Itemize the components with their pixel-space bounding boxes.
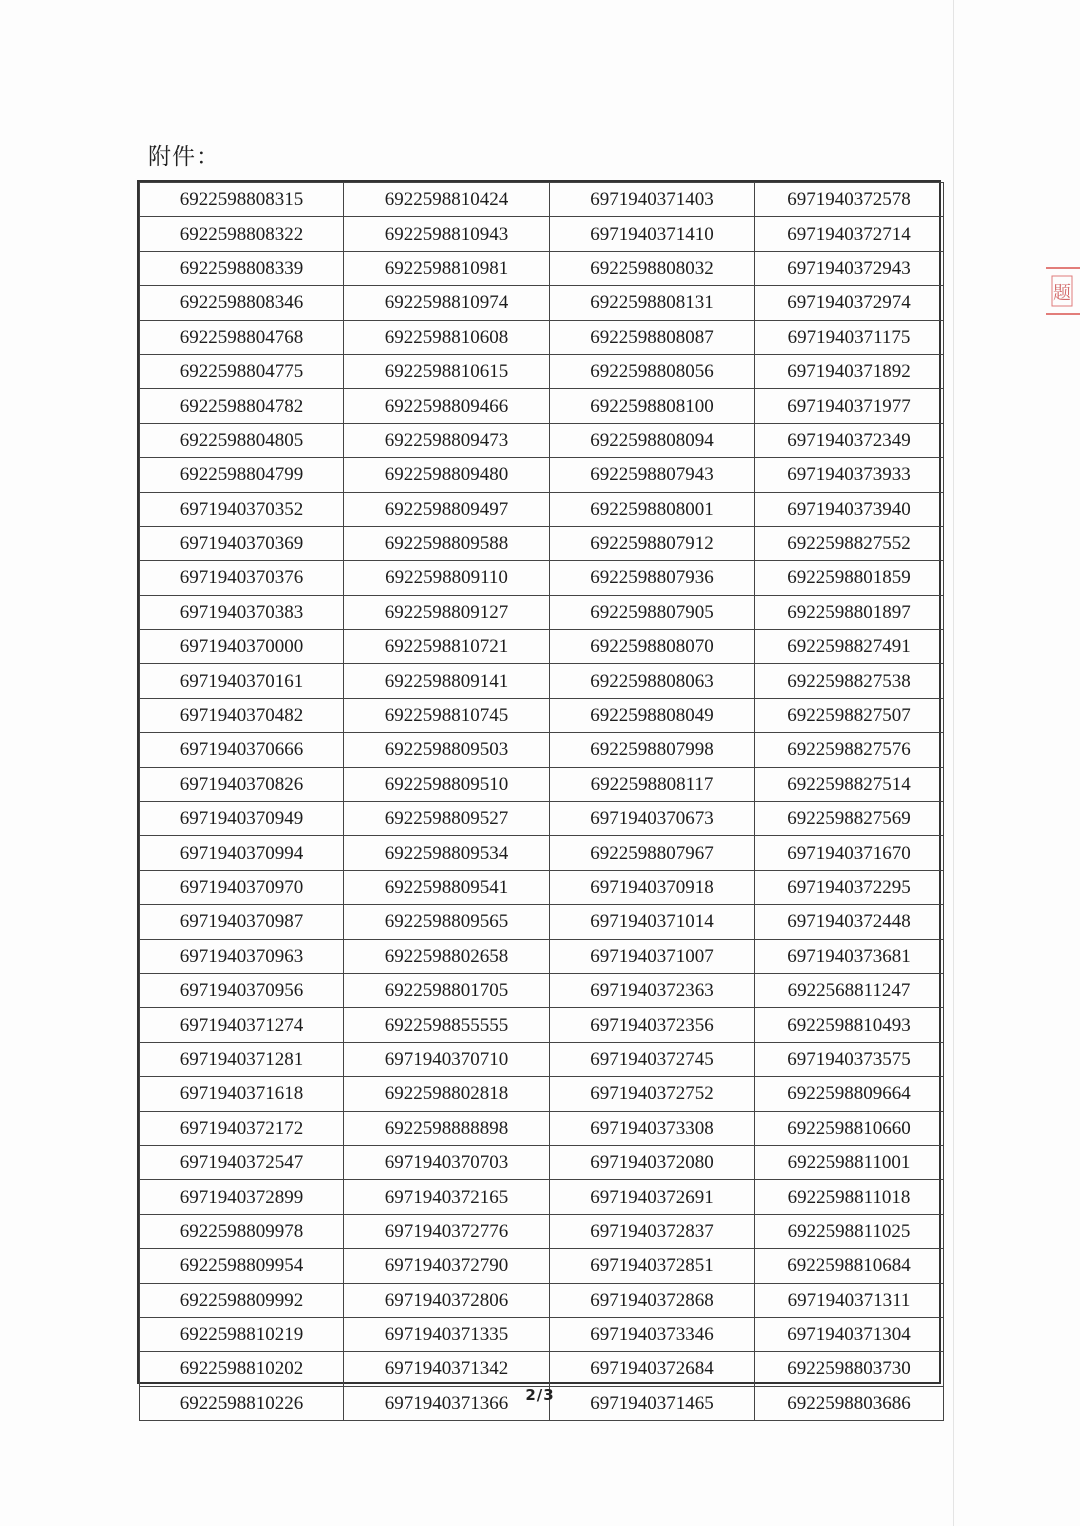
- barcode-cell: 6971940371311: [755, 1283, 944, 1317]
- barcode-cell: 6971940373346: [550, 1317, 755, 1351]
- table-row: [140, 1180, 944, 1214]
- barcode-cell: 6922598810615: [344, 354, 550, 388]
- barcode-cell: 6922598888898: [344, 1111, 550, 1145]
- barcode-cell: 6922598810424: [344, 183, 550, 217]
- barcode-table-frame: [137, 180, 941, 1414]
- table-row: [140, 286, 944, 320]
- barcode-cell: 6922598809978: [140, 1214, 344, 1248]
- barcode-cell: 6922598827552: [755, 526, 944, 560]
- table-row: [140, 1111, 944, 1145]
- barcode-cell: 6922598827514: [755, 767, 944, 801]
- barcode-cell: 6971940370673: [550, 802, 755, 836]
- table-row: [140, 664, 944, 698]
- barcode-cell: 6922598808087: [550, 320, 755, 354]
- barcode-cell: 6922598809110: [344, 561, 550, 595]
- table-row: [140, 698, 944, 732]
- barcode-cell: 6971940372356: [550, 1008, 755, 1042]
- barcode-cell: 6971940372684: [550, 1352, 755, 1386]
- barcode-cell: 6971940372790: [344, 1249, 550, 1283]
- barcode-cell: 6971940370826: [140, 767, 344, 801]
- barcode-cell: 6971940373933: [755, 458, 944, 492]
- table-row: [140, 320, 944, 354]
- barcode-cell: 6922598808032: [550, 251, 755, 285]
- barcode-cell: 6971940371014: [550, 905, 755, 939]
- barcode-cell: 6922598809503: [344, 733, 550, 767]
- table-row: [140, 217, 944, 251]
- scan-fold-line: [953, 0, 954, 1526]
- barcode-cell: 6922598804768: [140, 320, 344, 354]
- table-row: [140, 389, 944, 423]
- barcode-cell: 6971940371670: [755, 836, 944, 870]
- barcode-cell: 6971940372363: [550, 973, 755, 1007]
- barcode-cell: 6922598810974: [344, 286, 550, 320]
- barcode-cell: 6922598810493: [755, 1008, 944, 1042]
- barcode-cell: 6971940372295: [755, 870, 944, 904]
- table-row: [140, 1352, 944, 1386]
- barcode-cell: 6971940370369: [140, 526, 344, 560]
- table-row: [140, 1042, 944, 1076]
- barcode-cell: 6922598809527: [344, 802, 550, 836]
- barcode-cell: 6971940372165: [344, 1180, 550, 1214]
- barcode-cell: 6971940371403: [550, 183, 755, 217]
- barcode-cell: 6922598801705: [344, 973, 550, 1007]
- barcode-cell: 6922598809466: [344, 389, 550, 423]
- page-number: 2/3: [525, 1386, 555, 1404]
- barcode-cell: 6922598810981: [344, 251, 550, 285]
- barcode-table: [139, 182, 944, 1421]
- barcode-cell: 6922598808070: [550, 630, 755, 664]
- barcode-cell: 6922598811001: [755, 1145, 944, 1179]
- barcode-cell: 6922598808063: [550, 664, 755, 698]
- table-row: [140, 870, 944, 904]
- barcode-cell: 6971940370383: [140, 595, 344, 629]
- barcode-cell: 6922598808322: [140, 217, 344, 251]
- barcode-cell: 6971940372899: [140, 1180, 344, 1214]
- barcode-cell: 6971940370376: [140, 561, 344, 595]
- barcode-cell: 6971940372349: [755, 423, 944, 457]
- table-row: [140, 1008, 944, 1042]
- barcode-cell: 6971940372547: [140, 1145, 344, 1179]
- table-row: [140, 1145, 944, 1179]
- barcode-cell: 6971940371274: [140, 1008, 344, 1042]
- seal-stamp-text: 题: [1053, 283, 1071, 304]
- table-row: [140, 251, 944, 285]
- barcode-cell: 6922598809664: [755, 1077, 944, 1111]
- barcode-cell: 6922598804775: [140, 354, 344, 388]
- table-row: [140, 1249, 944, 1283]
- barcode-cell: 6922598827507: [755, 698, 944, 732]
- barcode-cell: 6971940370703: [344, 1145, 550, 1179]
- barcode-cell: 6922598809992: [140, 1283, 344, 1317]
- barcode-cell: 6922598803730: [755, 1352, 944, 1386]
- barcode-cell: 6922598807936: [550, 561, 755, 595]
- table-row: [140, 526, 944, 560]
- barcode-cell: 6922598804799: [140, 458, 344, 492]
- barcode-cell: 6922598809141: [344, 664, 550, 698]
- barcode-cell: 6971940373940: [755, 492, 944, 526]
- barcode-cell: 6971940370666: [140, 733, 344, 767]
- barcode-cell: 6922598810660: [755, 1111, 944, 1145]
- barcode-cell: 6922598808315: [140, 183, 344, 217]
- barcode-cell: 6971940372943: [755, 251, 944, 285]
- table-row: [140, 458, 944, 492]
- barcode-cell: 6922598808117: [550, 767, 755, 801]
- table-row: [140, 905, 944, 939]
- barcode-cell: 6922598809510: [344, 767, 550, 801]
- barcode-cell: 6971940371465: [550, 1386, 755, 1420]
- barcode-cell: 6922598808100: [550, 389, 755, 423]
- barcode-cell: 6971940372714: [755, 217, 944, 251]
- barcode-cell: 6922598808346: [140, 286, 344, 320]
- barcode-cell: 6922598808056: [550, 354, 755, 388]
- table-row: [140, 939, 944, 973]
- table-row: [140, 1317, 944, 1351]
- red-seal-stamp-icon: [1042, 262, 1080, 320]
- barcode-cell: 6922568811247: [755, 973, 944, 1007]
- barcode-cell: 6971940372080: [550, 1145, 755, 1179]
- barcode-cell: 6922598810684: [755, 1249, 944, 1283]
- barcode-cell: 6971940373575: [755, 1042, 944, 1076]
- barcode-cell: 6971940372578: [755, 183, 944, 217]
- barcode-cell: 6922598827569: [755, 802, 944, 836]
- barcode-cell: 6971940373681: [755, 939, 944, 973]
- barcode-cell: 6971940371335: [344, 1317, 550, 1351]
- table-row: [140, 1283, 944, 1317]
- barcode-cell: 6971940370352: [140, 492, 344, 526]
- barcode-cell: 6922598803686: [755, 1386, 944, 1420]
- barcode-cell: 6922598810721: [344, 630, 550, 664]
- barcode-cell: 6971940372851: [550, 1249, 755, 1283]
- table-row: [140, 183, 944, 217]
- barcode-cell: 6971940372837: [550, 1214, 755, 1248]
- barcode-cell: 6922598804805: [140, 423, 344, 457]
- barcode-cell: 6971940370970: [140, 870, 344, 904]
- barcode-cell: 6922598808339: [140, 251, 344, 285]
- barcode-cell: 6971940371366: [344, 1386, 550, 1420]
- barcode-cell: 6922598810745: [344, 698, 550, 732]
- barcode-cell: 6922598809565: [344, 905, 550, 939]
- barcode-cell: 6971940371007: [550, 939, 755, 973]
- table-row: [140, 561, 944, 595]
- barcode-cell: 6922598801859: [755, 561, 944, 595]
- barcode-cell: 6922598808131: [550, 286, 755, 320]
- barcode-cell: 6971940370000: [140, 630, 344, 664]
- table-row: [140, 802, 944, 836]
- barcode-cell: 6922598810202: [140, 1352, 344, 1386]
- barcode-cell: 6971940372776: [344, 1214, 550, 1248]
- barcode-cell: 6971940370994: [140, 836, 344, 870]
- table-row: [140, 492, 944, 526]
- barcode-cell: 6922598809954: [140, 1249, 344, 1283]
- barcode-cell: 6971940372752: [550, 1077, 755, 1111]
- barcode-cell: 6971940370987: [140, 905, 344, 939]
- barcode-cell: 6971940371618: [140, 1077, 344, 1111]
- table-row: [140, 733, 944, 767]
- barcode-cell: 6922598810608: [344, 320, 550, 354]
- barcode-cell: 6922598807967: [550, 836, 755, 870]
- barcode-cell: 6971940370963: [140, 939, 344, 973]
- barcode-cell: 6922598810226: [140, 1386, 344, 1420]
- barcode-cell: 6971940372806: [344, 1283, 550, 1317]
- barcode-cell: 6971940370482: [140, 698, 344, 732]
- barcode-cell: 6922598807912: [550, 526, 755, 560]
- barcode-cell: 6922598855555: [344, 1008, 550, 1042]
- barcode-cell: 6971940371892: [755, 354, 944, 388]
- table-row: [140, 595, 944, 629]
- barcode-cell: 6971940371304: [755, 1317, 944, 1351]
- barcode-cell: 6922598807998: [550, 733, 755, 767]
- barcode-cell: 6971940372172: [140, 1111, 344, 1145]
- barcode-cell: 6971940372974: [755, 286, 944, 320]
- barcode-cell: 6922598808049: [550, 698, 755, 732]
- barcode-cell: 6922598827491: [755, 630, 944, 664]
- barcode-cell: 6922598809127: [344, 595, 550, 629]
- table-row: [140, 354, 944, 388]
- barcode-cell: 6922598807943: [550, 458, 755, 492]
- barcode-cell: 6922598809534: [344, 836, 550, 870]
- barcode-cell: 6922598810219: [140, 1317, 344, 1351]
- table-row: [140, 630, 944, 664]
- barcode-cell: 6971940371342: [344, 1352, 550, 1386]
- barcode-cell: 6971940371977: [755, 389, 944, 423]
- barcode-cell: 6971940372448: [755, 905, 944, 939]
- barcode-cell: 6922598808094: [550, 423, 755, 457]
- barcode-cell: 6971940371175: [755, 320, 944, 354]
- barcode-table-body: [140, 183, 944, 1421]
- barcode-cell: 6971940370956: [140, 973, 344, 1007]
- barcode-cell: 6922598807905: [550, 595, 755, 629]
- barcode-cell: 6971940370161: [140, 664, 344, 698]
- barcode-cell: 6922598809473: [344, 423, 550, 457]
- table-row: [140, 1077, 944, 1111]
- barcode-cell: 6971940370949: [140, 802, 344, 836]
- table-row: [140, 836, 944, 870]
- barcode-cell: 6922598802818: [344, 1077, 550, 1111]
- barcode-cell: 6922598827538: [755, 664, 944, 698]
- barcode-cell: 6971940373308: [550, 1111, 755, 1145]
- barcode-cell: 6922598827576: [755, 733, 944, 767]
- barcode-cell: 6971940370710: [344, 1042, 550, 1076]
- barcode-cell: 6971940372745: [550, 1042, 755, 1076]
- barcode-cell: 6971940371281: [140, 1042, 344, 1076]
- barcode-cell: 6922598809541: [344, 870, 550, 904]
- barcode-cell: 6922598811018: [755, 1180, 944, 1214]
- barcode-cell: 6971940372868: [550, 1283, 755, 1317]
- barcode-cell: 6922598809480: [344, 458, 550, 492]
- attachment-heading: 附件：: [148, 144, 220, 170]
- barcode-cell: 6922598802658: [344, 939, 550, 973]
- table-row: [140, 973, 944, 1007]
- barcode-cell: 6922598808001: [550, 492, 755, 526]
- barcode-cell: 6922598801897: [755, 595, 944, 629]
- barcode-cell: 6922598810943: [344, 217, 550, 251]
- barcode-cell: 6971940370918: [550, 870, 755, 904]
- table-row: [140, 1214, 944, 1248]
- barcode-cell: 6922598811025: [755, 1214, 944, 1248]
- barcode-cell: 6971940372691: [550, 1180, 755, 1214]
- table-row: [140, 767, 944, 801]
- barcode-cell: 6922598809497: [344, 492, 550, 526]
- barcode-cell: 6922598809588: [344, 526, 550, 560]
- barcode-cell: 6922598804782: [140, 389, 344, 423]
- barcode-cell: 6971940371410: [550, 217, 755, 251]
- table-row: [140, 423, 944, 457]
